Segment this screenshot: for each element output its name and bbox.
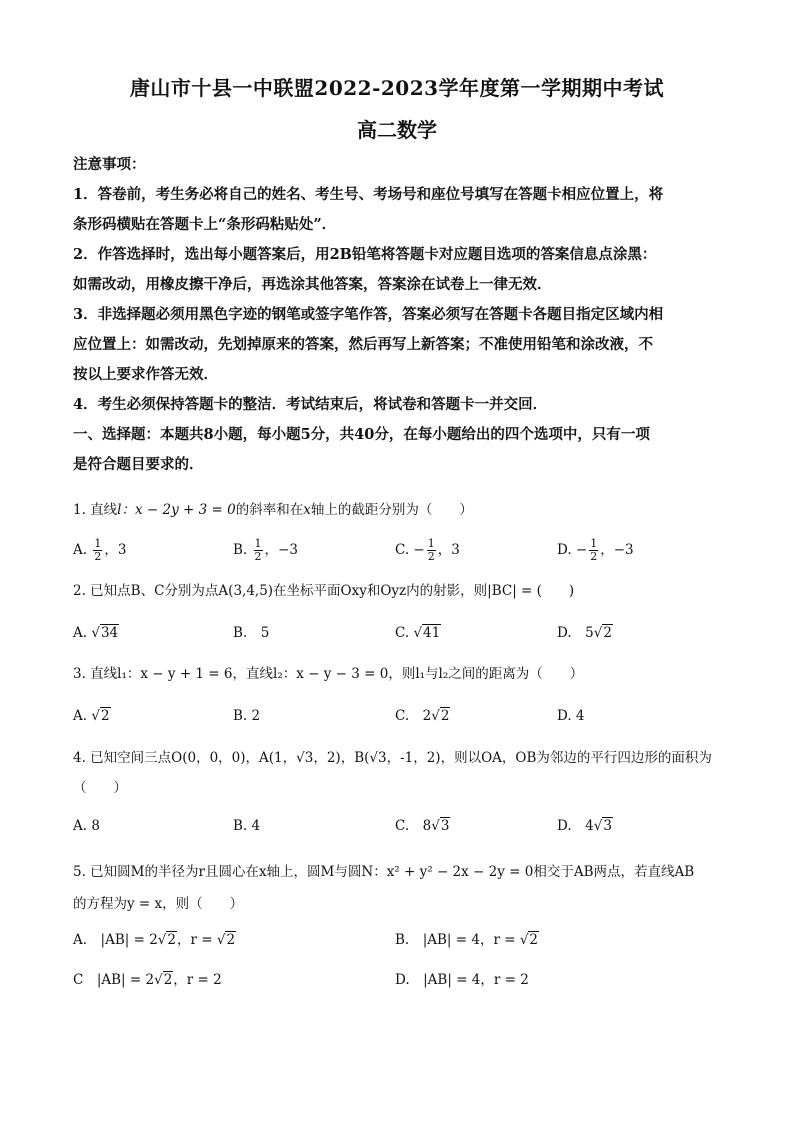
- option-c[interactable]: C. 8√3: [395, 818, 450, 834]
- option-c[interactable]: C. √41: [395, 625, 441, 641]
- notes-line: 1．答卷前，考生务必将自己的姓名、考生号、考场号和座位号填写在答题卡相应位置上，将: [73, 186, 664, 203]
- question-4: [73, 745, 733, 839]
- page-subtitle: 高二数学: [357, 118, 437, 142]
- notes-line: 应位置上：如需改动，先划掉原来的答案，然后再写上新答案；不准使用铅笔和涂改液，不: [73, 336, 653, 353]
- question-stem: 5. 已知圆M的半径为r且圆心在x轴上，圆M与圆N：x² + y² − 2x − 2y = 0相交于AB两点，若直线AB: [73, 864, 695, 880]
- question-stem: 4. 已知空间三点O(0，0，0)，A(1，√3，2)，B(√3，-1，2)，则以OA，OB为邻边的平行四边形的面积为: [73, 750, 712, 766]
- option-d[interactable]: D. − $\frac{1}{2}$ ，−3: [557, 537, 634, 563]
- option-b[interactable]: B. |AB| = 4，r = √2: [395, 932, 539, 948]
- section-heading: 一、选择题：本题共8小题，每小题5分，共40分，在每小题给出的四个选项中，只有一项: [73, 426, 650, 443]
- question-stem: 1. 直线l：x − 2y + 3 = 0的斜率和在x轴上的截距分别为（ ）: [73, 502, 473, 518]
- option-b[interactable]: B. $\frac{1}{2}$ ，−3: [233, 537, 298, 563]
- section-heading: 是符合题目要求的．: [73, 456, 204, 473]
- question-stem: 3. 直线l₁：x − y + 1 = 6，直线l₂：x − y − 3 = 0，则l₁与l₂之间的距离为（ ）: [73, 666, 584, 682]
- options-row: [73, 813, 733, 839]
- option-d[interactable]: D. |AB| = 4，r = 2: [395, 972, 529, 988]
- option-a[interactable]: A. |AB| = 2√2，r = √2: [73, 932, 236, 948]
- option-b[interactable]: B. 4: [233, 818, 261, 834]
- options-row: [73, 703, 733, 729]
- option-b[interactable]: B. 5: [233, 625, 270, 641]
- options-row: [73, 537, 733, 563]
- notes-heading: 注意事项：: [73, 156, 146, 173]
- question-5: [73, 859, 733, 993]
- option-d[interactable]: D. 4√3: [557, 818, 612, 834]
- notes-line: 4．考生必须保持答题卡的整洁．考试结束后，将试卷和答题卡一并交回．: [73, 396, 548, 413]
- notes-line: 2．作答选择时，选出每小题答案后，用2B铅笔将答题卡对应题目选项的答案信息点涂黑：: [73, 246, 657, 263]
- question-stem: 2. 已知点B、C分别为点A(3,4,5)在坐标平面Oxy和Oyz内的射影，则|BC| = ( ): [73, 583, 575, 599]
- option-c[interactable]: C |AB| = 2√2，r = 2: [73, 972, 222, 988]
- notes-section: [73, 150, 723, 480]
- option-d[interactable]: D. 5√2: [557, 625, 612, 641]
- question-stem-cont: （ ）: [73, 780, 127, 796]
- options-row: [73, 967, 733, 993]
- options-row: [73, 620, 733, 646]
- option-c[interactable]: C. − $\frac{1}{2}$ ，3: [395, 537, 460, 563]
- question-3: [73, 661, 733, 729]
- notes-line: 如需改动，用橡皮擦干净后，再选涂其他答案，答案涂在试卷上一律无效．: [73, 276, 552, 293]
- option-d[interactable]: D. 4: [557, 708, 585, 724]
- question-stem-cont: 的方程为y = x，则（ ）: [73, 896, 244, 912]
- option-a[interactable]: A. √34: [73, 625, 119, 641]
- notes-line: 按以上要求作答无效．: [73, 366, 218, 383]
- option-a[interactable]: A. 8: [73, 818, 100, 834]
- question-1: [73, 497, 733, 563]
- option-b[interactable]: B. 2: [233, 708, 261, 724]
- question-2: [73, 578, 733, 646]
- options-row: [73, 927, 733, 953]
- option-a[interactable]: A. √2: [73, 708, 110, 724]
- notes-line: 条形码横贴在答题卡上“条形码粘贴处”．: [73, 216, 337, 233]
- page-title: 唐山市十县一中联盟2022-2023学年度第一学期期中考试: [129, 76, 665, 100]
- option-c[interactable]: C. 2√2: [395, 708, 450, 724]
- notes-line: 3．非选择题必须用黑色字迹的钢笔或签字笔作答，答案必须写在答题卡各题目指定区域内相: [73, 306, 664, 323]
- option-a[interactable]: A. $\frac{1}{2}$ ，3: [73, 537, 127, 563]
